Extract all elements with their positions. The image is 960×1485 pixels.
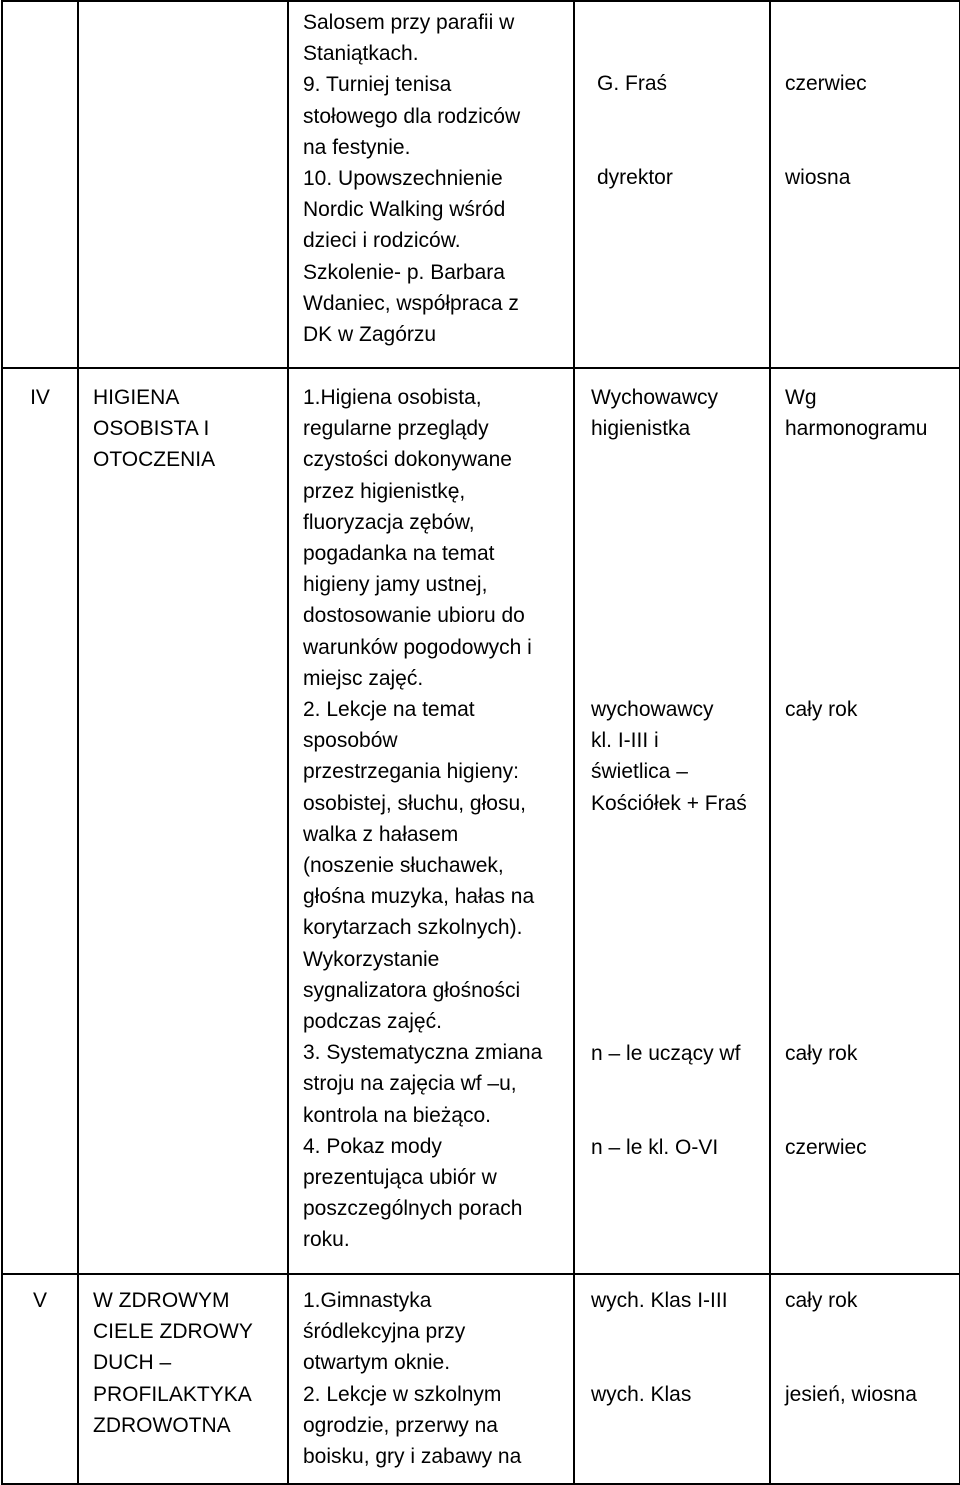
activity-line: kontrola na bieżąco. [303,1103,491,1127]
responsible-text: n – le uczący wf [591,1042,741,1065]
area-cell [78,1,288,368]
activity-line: sygnalizatora głośności [303,978,521,1002]
term-cell [770,1274,960,1484]
area-line: DUCH – [93,1351,172,1375]
activity-line: walka z hałasem [303,822,459,846]
activity-line: osobistej, słuchu, głosu, [303,791,526,815]
area-line: PROFILAKTYKA [93,1382,252,1406]
area-line: ZDROWOTNA [93,1413,231,1437]
activity-line: Salosem przy parafii w [303,11,515,34]
term-text: cały rok [785,698,858,721]
activity-line: miejsc zajęć. [303,666,424,690]
activity-line: przez higienistkę, [303,479,466,503]
term-line: harmonogramu [785,417,928,441]
row-number-cell [2,1274,78,1484]
activity-line: śródlekcyjna przy [303,1320,466,1344]
area-title [93,1275,287,1441]
activity-line: 2. Lekcje na temat [303,698,475,722]
activity-line: Szkolenie- p. Barbara [303,260,505,284]
activity-line: fluoryzacja zębów, [303,510,475,534]
term-text: cały rok [785,1042,858,1065]
activity-line: stołowego dla rodziców [303,104,521,128]
activity-line: 9. Turniej tenisa [303,73,452,97]
activity-line: pogadanka na temat [303,542,495,566]
activity-line: sposobów [303,729,398,753]
activities-cell [288,368,574,1274]
activity-line: DK w Zagórzu [303,323,437,347]
term-text: cały rok [785,1289,858,1312]
activity-line: korytarzach szkolnych). [303,916,523,940]
responsible-text: dyrektor [597,166,673,189]
row-number: IV [30,386,50,409]
activity-line: boisku, gry i zabawy na [303,1445,522,1469]
row-number: V [32,1289,47,1312]
area-cell [78,1274,288,1484]
area-title [93,369,287,476]
term-line: Wg [785,386,817,409]
area-line: CIELE ZDROWY [93,1320,253,1344]
activity-line: ogrodzie, przerwy na [303,1413,498,1437]
term-group [785,382,927,444]
activity-line: prezentująca ubiór w [303,1166,497,1190]
table-row-iv [2,368,960,1274]
activity-line: poszczególnych porach [303,1197,523,1221]
term-text: wiosna [785,166,851,189]
activity-line: głośna muzyka, hałas na [303,885,535,909]
responsible-cell [574,1,770,368]
area-cell [78,368,288,1274]
activity-line: Nordic Walking wśród [303,198,506,222]
area-line: OSOBISTA I [93,417,210,441]
responsible-line: świetlica – [591,760,688,784]
term-text: jesień, wiosna [785,1383,917,1406]
activity-line: na festynie. [303,135,411,159]
area-line: OTOCZENIA [93,448,216,472]
activity-line: 4. Pokaz mody [303,1134,442,1158]
activities-list [303,1275,573,1472]
table-row-continued [2,1,960,368]
responsible-group [591,694,747,819]
activity-line: Staniątkach. [303,42,419,66]
activity-line: dostosowanie ubioru do [303,604,525,628]
activity-line: roku. [303,1228,350,1252]
activity-line: przestrzegania higieny: [303,760,519,784]
term-text: czerwiec [785,1136,867,1159]
activity-line: dzieci i rodziców. [303,229,461,253]
activity-line: 2. Lekcje w szkolnym [303,1382,502,1406]
responsible-cell [574,368,770,1274]
activity-line: Wdaniec, współpraca z [303,291,519,315]
row-number-cell [2,368,78,1274]
activity-line: higieny jamy ustnej, [303,573,488,597]
responsible-line: Kościółek + Fraś [591,791,747,815]
activity-line: Wykorzystanie [303,947,440,971]
responsible-cell [574,1274,770,1484]
activity-line: (noszenie słuchawek, [303,854,504,878]
responsible-group [591,382,718,444]
activity-line: 1.Higiena osobista, [303,386,482,409]
activity-line: podczas zajęć. [303,1010,442,1034]
term-cell [770,1,960,368]
activity-line: 1.Gimnastyka [303,1289,432,1312]
responsible-text: wych. Klas I-III [591,1289,728,1312]
term-cell [770,368,960,1274]
term-text: czerwiec [785,72,867,95]
activities-cell [288,1274,574,1484]
row-number-cell [2,1,78,368]
activities-list [303,369,573,1256]
activity-line: 3. Systematyczna zmiana [303,1041,543,1065]
area-line: HIGIENA [93,386,180,409]
activity-line: otwartym oknie. [303,1351,451,1375]
responsible-text: n – le kl. O-VI [591,1136,719,1159]
responsible-line: higienistka [591,417,691,441]
responsible-line: Wychowawcy [591,386,719,409]
activities-list [303,2,573,350]
activity-line: warunków pogodowych i [303,635,532,659]
activity-line: 10. Upowszechnienie [303,167,503,191]
table-row-v [2,1274,960,1484]
activity-line: stroju na zajęcia wf –u, [303,1072,517,1096]
activity-line: regularne przeglądy [303,417,489,441]
program-table [1,0,960,1485]
area-line: W ZDROWYM [93,1289,230,1312]
responsible-line: wychowawcy [591,698,714,721]
activities-cell [288,1,574,368]
activity-line: czystości dokonywane [303,448,512,472]
responsible-text: wych. Klas [591,1383,692,1406]
responsible-text: G. Fraś [597,72,668,95]
responsible-line: kl. I-III i [591,729,659,753]
